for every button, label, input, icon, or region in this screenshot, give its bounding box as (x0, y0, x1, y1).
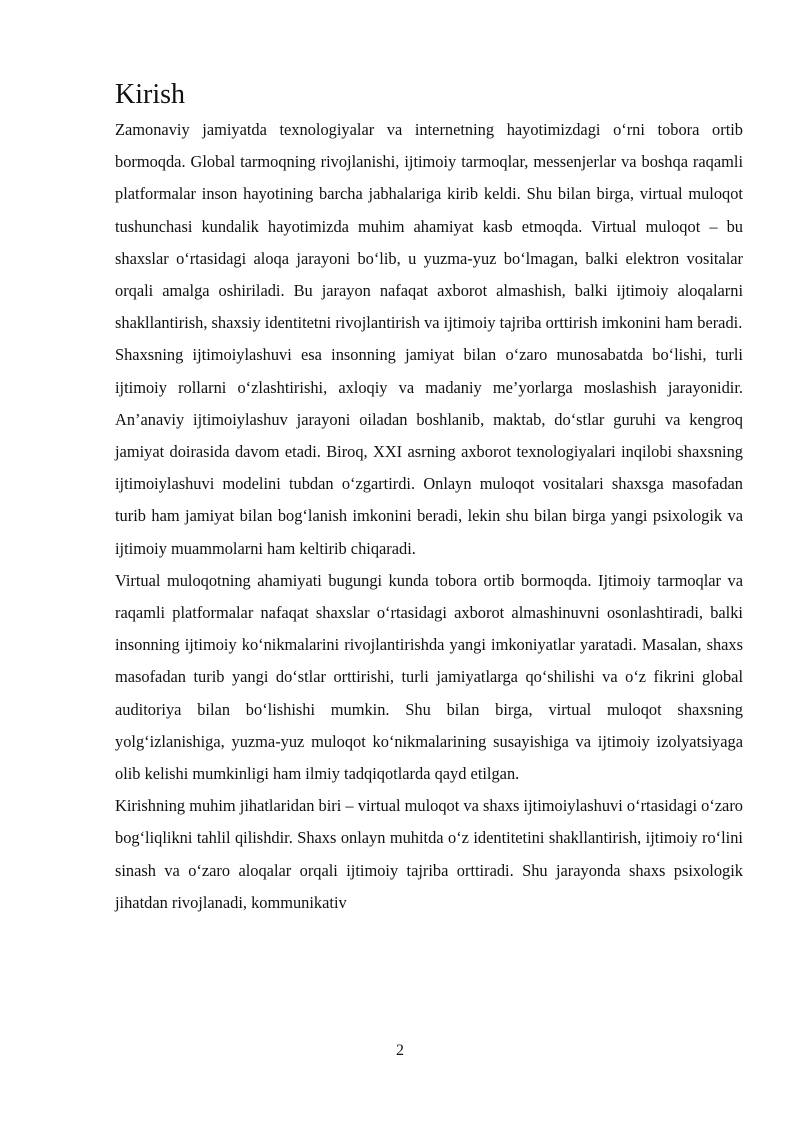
paragraph-2: Shaxsning ijtimoiylashuvi esa insonning jamiyat bilan o‘zaro munosabatda bo‘lishi, turli ijtimoiy rollarni o‘zlashtirishi, axloqiy va madaniy me’yorlarga moslashish jarayonidir. An’anaviy ijtimoiylashuv jarayoni oiladan boshlanib, maktab, do‘stlar guruhi va kengroq jamiyat doirasida davom etadi. Biroq, XXI asrning axborot texnologiyalari inqilobi shaxsning ijtimoiylashuvi modelini tubdan o‘zgartirdi. Onlayn muloqot vositalari shaxsga masofadan turib ham jamiyat bilan bog‘lanish imkonini beradi, lekin shu bilan birga yangi psixologik va ijtimoiy muammolarni ham keltirib chiqaradi. (115, 345, 743, 558)
section-heading: Kirish (115, 79, 185, 110)
paragraph-4: Kirishning muhim jihatlaridan biri – virtual muloqot va shaxs ijtimoiylashuvi o‘rtasidagi o‘zaro bog‘liqlikni tahlil qilishdir. Shaxs onlayn muhitda o‘z identitetini shakllantirish, ijtimoiy ro‘lini sinash va o‘zaro aloqalar orqali ijtimoiy tajriba orttiradi. Shu jarayonda shaxs psixologik jihatdan rivojlanadi, kommunikativ (115, 796, 743, 912)
paragraph-1: Zamonaviy jamiyatda texnologiyalar va internetning hayotimizdagi o‘rni tobora ortib bormoqda. Global tarmoqning rivojlanishi, ijtimoiy tarmoqlar, messenjerlar va boshqa raqamli platformalar inson hayotining barcha jabhalariga kirib keldi. Shu bilan birga, virtual muloqot tushunchasi kundalik hayotimizda muhim ahamiyat kasb etmoqda. Virtual muloqot – bu shaxslar o‘rtasidagi aloqa jarayoni bo‘lib, u yuzma-yuz bo‘lmagan, balki elektron vositalar orqali amalga oshiriladi. Bu jarayon nafaqat axborot almashish, balki ijtimoiy aloqalarni shakllantirish, shaxsiy identitetni rivojlantirish va ijtimoiy tajriba orttirish imkonini ham beradi. (115, 120, 743, 333)
page-number: 2 (396, 1042, 404, 1059)
body-text (115, 114, 743, 919)
paragraph-3: Virtual muloqotning ahamiyati bugungi kunda tobora ortib bormoqda. Ijtimoiy tarmoqlar va raqamli platformalar nafaqat shaxslar o‘rtasidagi axborot almashinuvni osonlashtiradi, balki insonning ijtimoiy ko‘nikmalarini rivojlantirishda yangi imkoniyatlar yaratadi. Masalan, shaxs masofadan turib yangi do‘stlar orttirishi, turli jamiyatlarga qo‘shilishi va o‘z fikrini global auditoriya bilan bo‘lishishi mumkin. Shu bilan birga, virtual muloqot shaxsning yolg‘izlanishiga, yuzma-yuz muloqot ko‘nikmalarining susayishiga va ijtimoiy izolyatsiyaga olib kelishi mumkinligi ham ilmiy tadqiqotlarda qayd etilgan. (115, 570, 743, 784)
